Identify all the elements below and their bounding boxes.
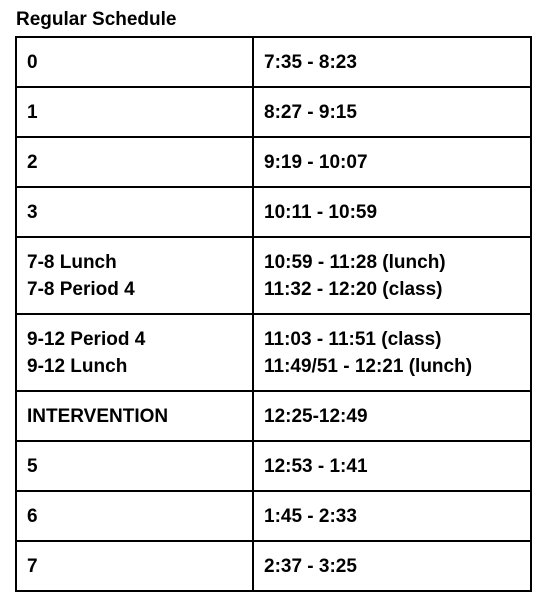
time-cell <box>253 237 531 314</box>
period-label: 9-12 Lunch <box>27 355 128 377</box>
table-row <box>16 391 531 441</box>
time-range: 9:19 - 10:07 <box>264 151 368 173</box>
time-range: 11:49/51 - 12:21 (lunch) <box>264 355 473 377</box>
time-range: 12:53 - 1:41 <box>264 455 368 477</box>
table-row <box>16 314 531 391</box>
time-range: 2:37 - 3:25 <box>264 555 357 577</box>
period-label: INTERVENTION <box>27 405 169 427</box>
period-label: 7-8 Period 4 <box>27 278 135 300</box>
time-range: 8:27 - 9:15 <box>264 101 357 123</box>
schedule-title: Regular Schedule <box>16 9 177 30</box>
period-cell <box>16 237 253 314</box>
period-label: 0 <box>27 51 38 73</box>
period-cell <box>16 187 253 237</box>
period-cell <box>16 441 253 491</box>
period-cell <box>16 314 253 391</box>
period-label: 5 <box>27 455 38 477</box>
schedule-table <box>15 36 532 592</box>
period-label: 6 <box>27 505 38 527</box>
period-cell <box>16 37 253 87</box>
time-cell <box>253 391 531 441</box>
period-label: 7-8 Lunch <box>27 251 117 273</box>
period-cell <box>16 137 253 187</box>
time-range: 10:11 - 10:59 <box>264 201 378 223</box>
period-label: 1 <box>27 101 38 123</box>
table-row <box>16 87 531 137</box>
period-label: 2 <box>27 151 38 173</box>
time-range: 11:32 - 12:20 (class) <box>264 278 443 300</box>
table-row <box>16 137 531 187</box>
time-cell <box>253 314 531 391</box>
period-cell <box>16 87 253 137</box>
time-range: 1:45 - 2:33 <box>264 505 357 527</box>
table-row <box>16 491 531 541</box>
period-label: 7 <box>27 555 38 577</box>
table-row <box>16 37 531 87</box>
time-range: 10:59 - 11:28 (lunch) <box>264 251 446 273</box>
period-cell <box>16 491 253 541</box>
period-cell <box>16 391 253 441</box>
time-range: 7:35 - 8:23 <box>264 51 357 73</box>
time-range: 11:03 - 11:51 (class) <box>264 328 442 350</box>
time-cell <box>253 541 531 591</box>
time-cell <box>253 137 531 187</box>
table-row <box>16 541 531 591</box>
period-label: 9-12 Period 4 <box>27 328 146 350</box>
table-row <box>16 237 531 314</box>
time-cell <box>253 37 531 87</box>
table-row <box>16 441 531 491</box>
time-cell <box>253 491 531 541</box>
time-cell <box>253 441 531 491</box>
time-range: 12:25-12:49 <box>264 405 368 427</box>
period-cell <box>16 541 253 591</box>
table-row <box>16 187 531 237</box>
period-label: 3 <box>27 201 38 223</box>
time-cell <box>253 87 531 137</box>
time-cell <box>253 187 531 237</box>
